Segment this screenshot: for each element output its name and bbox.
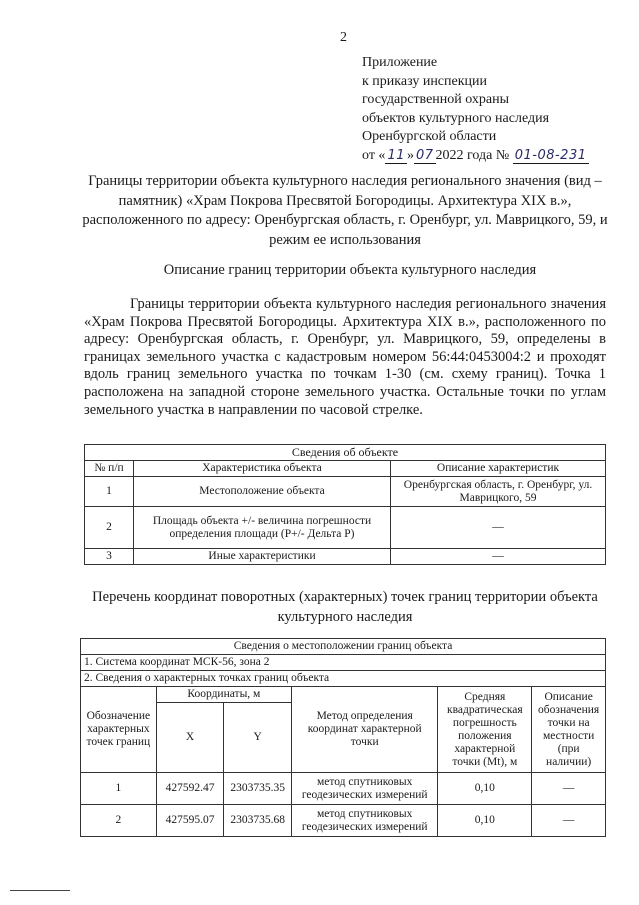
order-month: 07: [415, 147, 434, 163]
date-mid: »: [406, 147, 414, 163]
object-info-table: [84, 444, 606, 565]
appendix-block: [362, 54, 632, 165]
coordinate-system: 1. Система координат МСК-56, зона 2: [81, 655, 606, 671]
coordinates-list-title: Перечень координат поворотных (характерных) точек границ территории объекта культурного наследия: [92, 589, 598, 625]
table-cell: метод спутниковых геодезических измерений: [292, 773, 438, 805]
appendix-line: государственной охраны: [362, 92, 510, 107]
column-header: X: [156, 703, 224, 773]
order-date-line: [362, 147, 632, 166]
footnote-divider: [10, 890, 70, 891]
points-caption: 2. Сведения о характерных точках границ объекта: [81, 671, 606, 687]
table-cell: 2303735.35: [224, 773, 292, 805]
order-number: 01-08-231: [514, 147, 587, 163]
table-cell: —: [391, 507, 606, 549]
section-subtitle: Описание границ территории объекта культурного наследия: [163, 262, 537, 278]
appendix-line: объектов культурного наследия: [362, 110, 550, 126]
table-cell: 0,10: [438, 805, 532, 837]
table-cell: 3: [85, 549, 134, 565]
table-cell: 2303735.68: [224, 805, 292, 837]
table-cell: 1: [81, 773, 157, 805]
table-cell: 2: [81, 805, 157, 837]
column-header: Средняя квадратическая погрешность положения характерной точки (Mt), м: [438, 687, 532, 773]
order-day: 11: [387, 147, 405, 163]
table-cell: Иные характеристики: [134, 549, 391, 565]
appendix-line: Оренбургской области: [362, 129, 497, 144]
table-cell: 2: [85, 507, 134, 549]
order-year: 2022 года №: [435, 147, 510, 163]
object-table-caption: Сведения об объекте: [85, 445, 606, 461]
appendix-line: Приложение: [362, 55, 438, 70]
document-title: Границы территории объекта культурного наследия регионального значения (вид – памятник) «Храм Покрова Пресвятой Богородицы. Архитектура XIX в.», расположенного по адресу: Оренбургская область, г. Оренбург, ул. Маврицкого, 59, и режим ее использования: [82, 173, 608, 248]
column-header: № п/п: [85, 461, 134, 477]
coordinates-table: [80, 638, 606, 837]
column-header: Описание обозначения точки на местности (при наличии): [532, 687, 606, 773]
table-cell: —: [532, 773, 606, 805]
page-number: 2: [340, 30, 347, 45]
column-header: Характеристика объекта: [134, 461, 391, 477]
table-cell: Оренбургская область, г. Оренбург, ул. Маврицкого, 59: [391, 477, 606, 507]
column-header: Метод определения координат характерной точки: [292, 687, 438, 773]
table-cell: —: [532, 805, 606, 837]
table-cell: Площадь объекта +/- величина погрешности определения площади (P+/- Дельта P): [134, 507, 391, 549]
coord-table-caption: Сведения о местоположении границ объекта: [81, 639, 606, 655]
column-header: Координаты, м: [156, 687, 291, 703]
date-prefix: от «: [362, 147, 386, 163]
table-cell: 0,10: [438, 773, 532, 805]
table-cell: 427592.47: [156, 773, 224, 805]
table-cell: —: [391, 549, 606, 565]
appendix-line: к приказу инспекции: [362, 73, 488, 89]
table-cell: 1: [85, 477, 134, 507]
boundary-description: Границы территории объекта культурного наследия регионального значения «Храм Покрова Пресвятой Богородицы. Архитектура XIX в.», расположенного по адресу: Оренбургская область, г. Оренбург, ул. Маврицкого, 59, определены в границах земельного участка с кадастровым номером 56:44:0453004:2 и проходят вдоль границ земельного участка по точкам 1-30 (см. схему границ). Точка 1 расположена на западной стороне земельного участка. Остальные точки по углам земельного участка в направлении по часовой стрелке.: [84, 296, 606, 418]
table-cell: метод спутниковых геодезических измерений: [292, 805, 438, 837]
column-header: Описание характеристик: [391, 461, 606, 477]
table-cell: 427595.07: [156, 805, 224, 837]
column-header: Обозначение характерных точек границ: [81, 687, 157, 773]
column-header: Y: [224, 703, 292, 773]
table-cell: Местоположение объекта: [134, 477, 391, 507]
